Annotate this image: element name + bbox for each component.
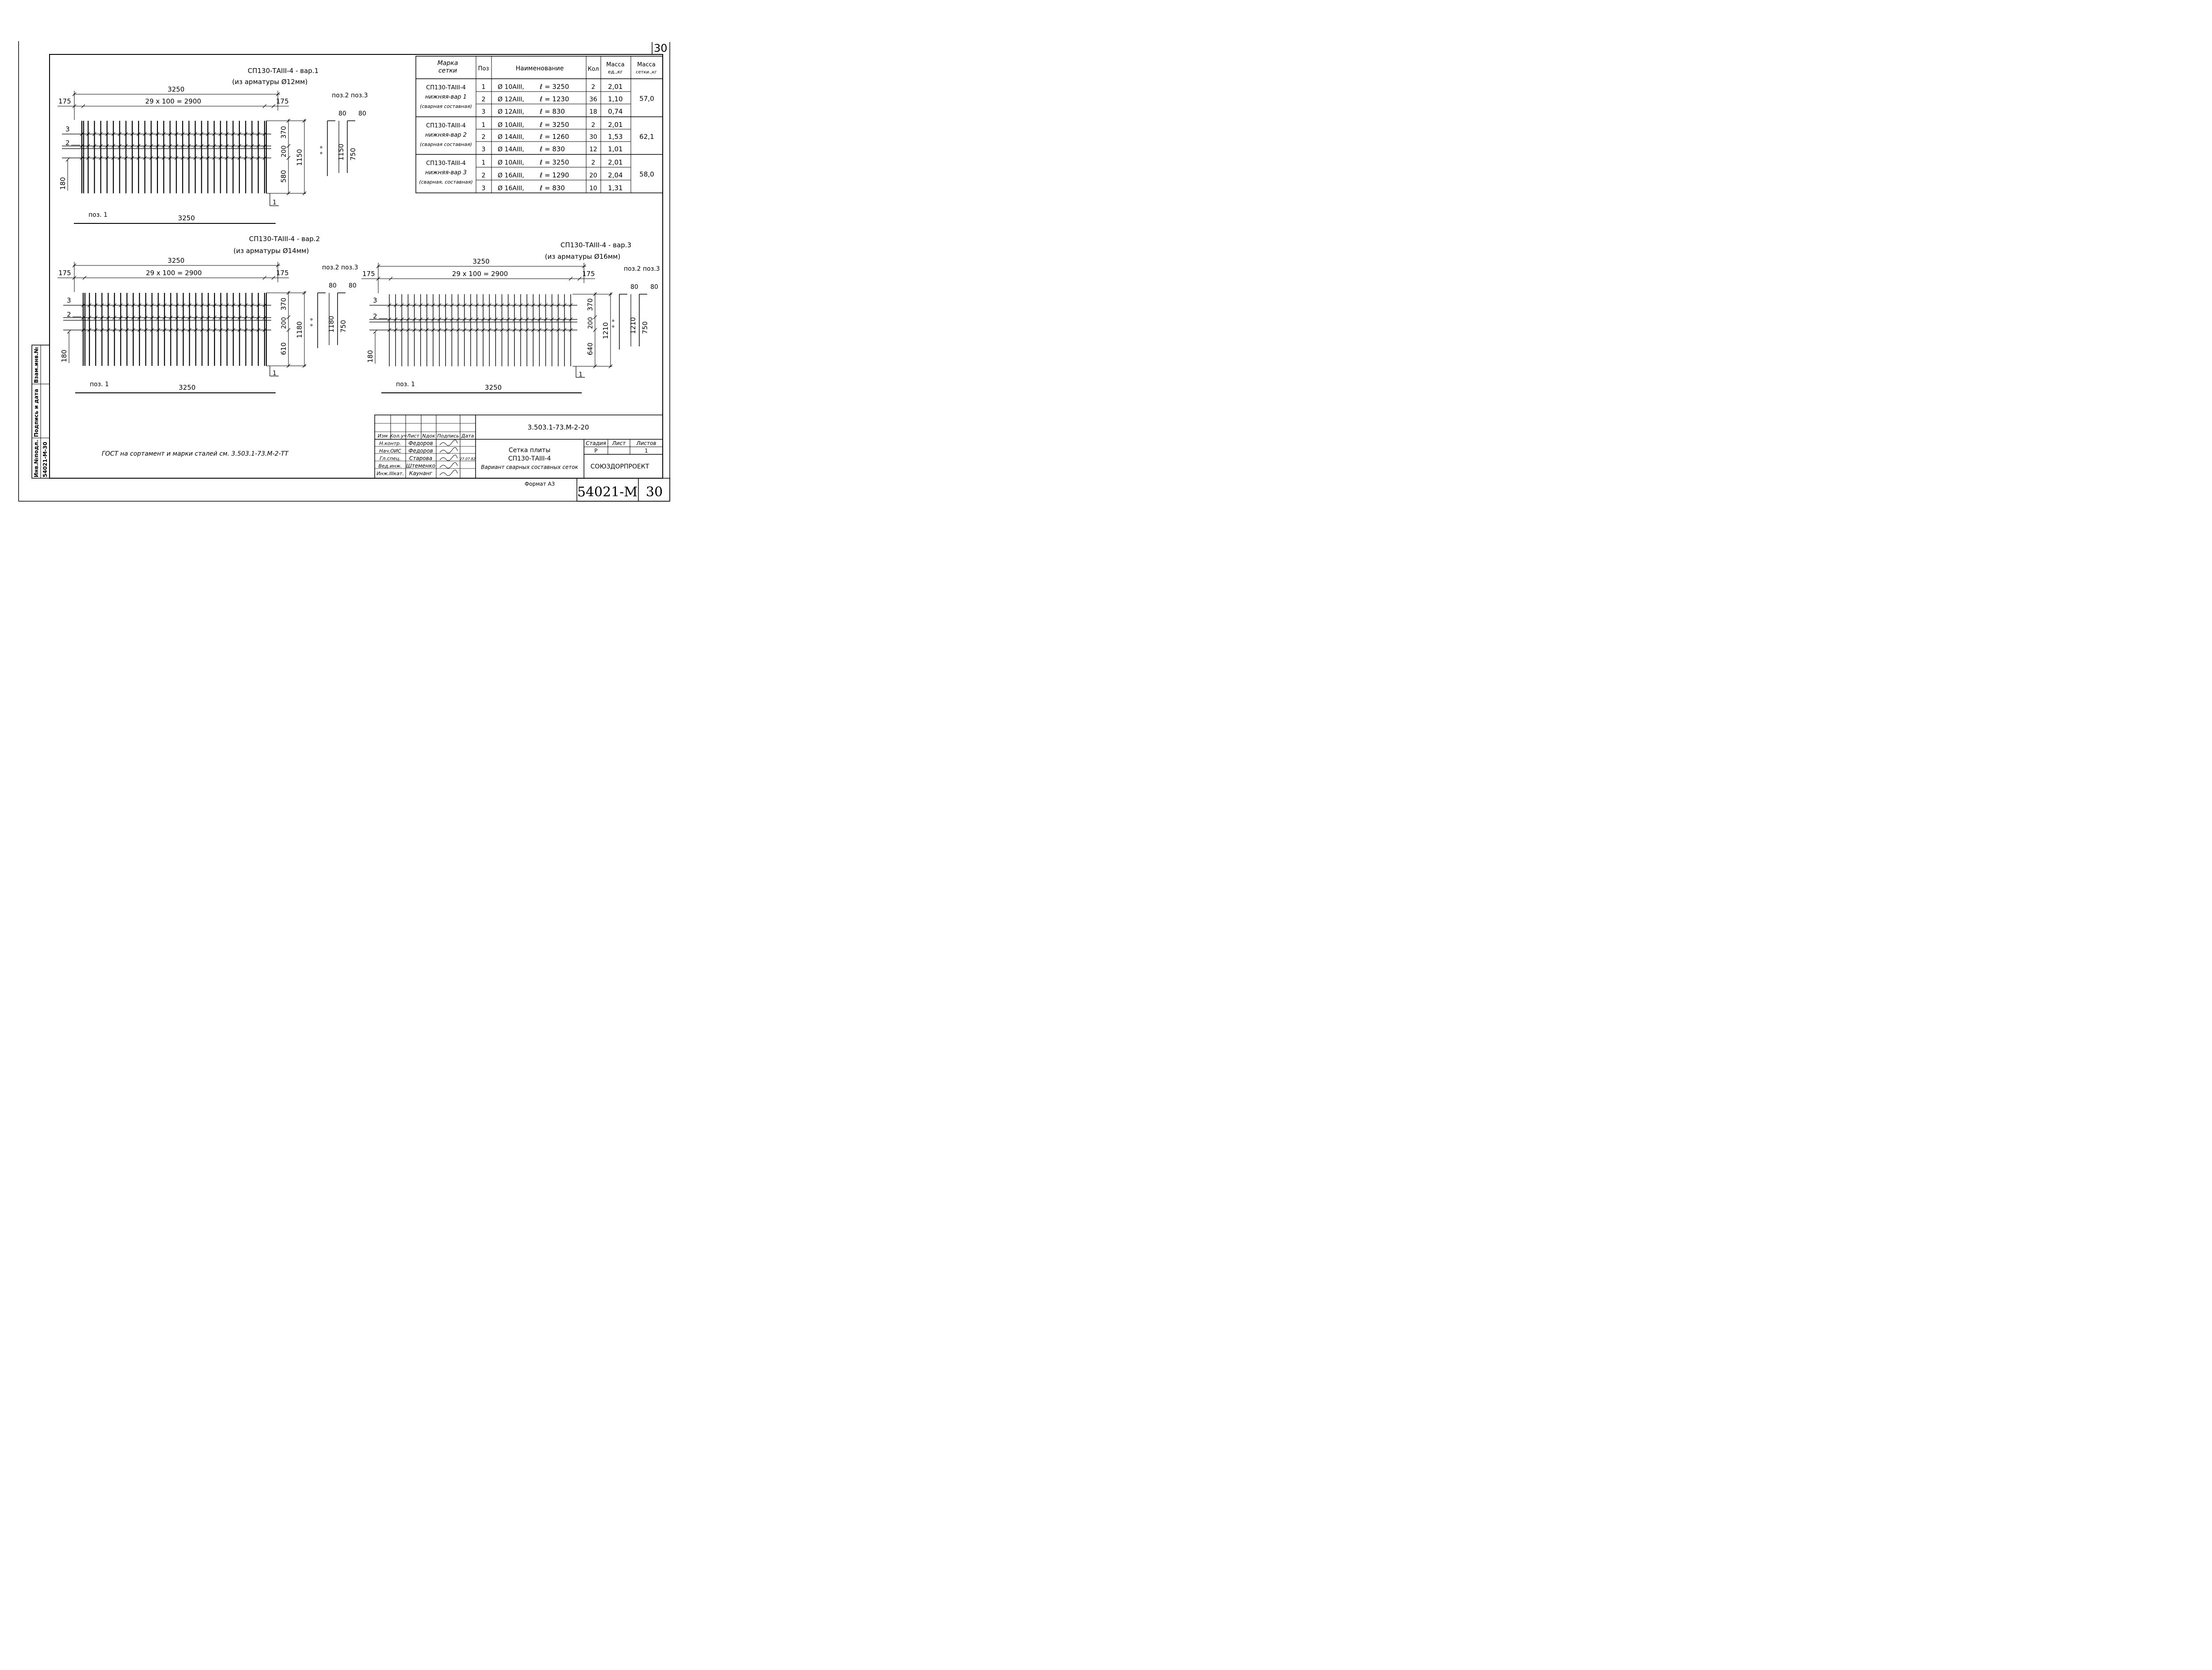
spec-length: ℓ = 3250 xyxy=(540,83,569,91)
spec-length: ℓ = 830 xyxy=(540,107,565,115)
title-block-role: Нач.ОИС xyxy=(379,448,401,454)
position-mark-1: 1 xyxy=(273,370,276,377)
title-block-col-header: Дата xyxy=(461,433,474,439)
pos2-weld-mark xyxy=(311,324,312,326)
dim-200: 200 xyxy=(280,145,288,157)
title-block-role: Гл.спец. xyxy=(380,456,401,461)
spec-row xyxy=(482,171,623,179)
spec-length: ℓ = 3250 xyxy=(540,121,569,129)
spec-row xyxy=(482,83,623,91)
position-mark-1: 1 xyxy=(273,199,276,206)
org-name: СОЮЗДОРПРОЕКТ xyxy=(590,463,649,470)
position-mark-3: 3 xyxy=(67,296,71,304)
spec-length: ℓ = 1230 xyxy=(540,95,569,103)
dim-left-offset: 175 xyxy=(362,270,375,278)
spec-group-3 xyxy=(419,158,654,192)
dim-200: 200 xyxy=(280,317,288,329)
spec-qty: 12 xyxy=(589,146,597,153)
spec-name: Ø 16АIII, xyxy=(498,185,524,192)
spec-qty: 2 xyxy=(591,122,595,129)
dim-spacing: 29 x 100 = 2900 xyxy=(452,270,508,278)
spec-pos: 1 xyxy=(481,84,486,91)
mesh-subtitle: (из арматуры Ø14мм) xyxy=(233,247,309,255)
mesh-title: СП130-ТАIII-4 - вар.2 xyxy=(249,235,320,243)
spec-name: Ø 14АIII, xyxy=(498,134,524,141)
spec-row xyxy=(482,95,623,103)
spec-qty: 2 xyxy=(591,159,595,166)
title-block-name: Каунанг xyxy=(409,470,433,476)
dim-total-top: 3250 xyxy=(167,85,185,93)
title-block-name: Федоров xyxy=(408,440,433,446)
pos2-length: 1210 xyxy=(629,317,637,334)
dim-height: 1210 xyxy=(602,322,610,339)
bottom-stamp xyxy=(525,478,670,501)
dim-370: 370 xyxy=(280,126,288,139)
spec-row xyxy=(482,184,623,192)
pos3-width: 80 xyxy=(650,284,658,291)
pos2-pos3-label: поз.2 поз.3 xyxy=(332,92,368,99)
title-block-role: Вед.инж. xyxy=(378,463,402,469)
spec-mass: 1,31 xyxy=(608,184,623,192)
spec-name: Ø 10АIII, xyxy=(498,122,524,129)
spec-mark-line: (сварная составная) xyxy=(420,104,472,109)
spec-mark-line: СП130-ТАIII-4 xyxy=(426,123,466,129)
dim-bottom: 610 xyxy=(280,342,288,355)
stage-header: Стадия xyxy=(585,440,607,446)
title-block-col-header: Лист xyxy=(407,433,419,439)
side-stamp-inv-label: Инв.№подл. xyxy=(33,440,39,477)
pos3-length: 750 xyxy=(641,321,649,334)
spec-mass: 2,01 xyxy=(608,121,623,129)
spec-pos: 1 xyxy=(481,159,486,166)
mesh-subtitle: (из арматуры Ø16мм) xyxy=(545,253,621,261)
dim-right-offset: 175 xyxy=(582,270,595,278)
spec-mass: 1,53 xyxy=(608,133,623,141)
title-block-col-header: Кол.уч xyxy=(389,433,407,439)
spec-mark-line: (сварная, составная) xyxy=(419,179,473,185)
spec-mark-line: нижняя-вар 1 xyxy=(425,94,467,100)
pos2-length: 1180 xyxy=(327,315,335,333)
pos2-pos3-label: поз.2 поз.3 xyxy=(624,265,660,273)
dim-right-offset: 175 xyxy=(276,269,289,277)
spec-qty: 30 xyxy=(589,134,597,141)
dim-bottom: 580 xyxy=(280,170,288,183)
spec-row xyxy=(482,121,623,129)
signature xyxy=(440,455,457,461)
spec-qty: 20 xyxy=(589,172,597,179)
pos2-length: 1150 xyxy=(337,143,345,161)
spec-row xyxy=(482,145,623,153)
spec-mass-total: 57,0 xyxy=(639,95,654,103)
dim-height: 1150 xyxy=(296,149,303,166)
spec-qty: 10 xyxy=(589,185,597,192)
spec-length: ℓ = 830 xyxy=(540,145,565,153)
pos3-length: 750 xyxy=(339,320,347,333)
pos1-label: поз. 1 xyxy=(88,211,108,219)
position-mark-2: 2 xyxy=(65,139,70,147)
spec-header-mass-total: Масса сетки.,кг xyxy=(636,61,657,75)
dim-left-offset: 175 xyxy=(58,97,71,105)
spec-pos: 3 xyxy=(481,146,486,153)
pos2-weld-mark xyxy=(320,146,322,148)
stage-value: Р xyxy=(594,448,598,454)
spec-header-qty: Кол xyxy=(588,66,599,73)
spec-length: ℓ = 1260 xyxy=(540,133,569,141)
mesh-title: СП130-ТАIII-4 - вар.3 xyxy=(560,241,632,249)
dim-pos1-length: 3250 xyxy=(178,214,195,222)
side-stamp-sig-label: Подпись и дата xyxy=(33,389,39,437)
spec-header-name: Наименование xyxy=(515,65,564,72)
side-stamp-inv-value: 54021-М-30 xyxy=(42,441,48,477)
dim-200: 200 xyxy=(587,317,594,329)
spec-name: Ø 10АIII, xyxy=(498,84,524,91)
format-label: Формат А3 xyxy=(524,481,555,487)
pos3-width: 80 xyxy=(358,110,366,117)
position-mark-1: 1 xyxy=(579,371,583,378)
pos2-pos3-label: поз.2 поз.3 xyxy=(322,264,358,271)
spec-table xyxy=(416,56,663,193)
dim-pos1-length: 3250 xyxy=(178,384,196,392)
dim-height: 1180 xyxy=(296,321,303,338)
mesh-drawings xyxy=(58,67,660,393)
pos3-width: 80 xyxy=(349,282,357,289)
doc-title-line2: СП130-ТАIII-4 xyxy=(508,455,551,462)
gost-note: ГОСТ на сортамент и марки сталей см. 3.503.1-73.М-2-ТТ xyxy=(102,450,288,457)
spec-mass: 1,10 xyxy=(608,95,623,103)
signature xyxy=(440,440,457,445)
spec-mass-total: 62,1 xyxy=(639,133,654,141)
spec-pos: 3 xyxy=(481,108,486,115)
spec-length: ℓ = 3250 xyxy=(540,158,569,166)
dim-370: 370 xyxy=(280,297,288,311)
spec-pos: 2 xyxy=(481,134,486,141)
spec-pos: 1 xyxy=(481,122,486,129)
pos2-width: 80 xyxy=(630,284,638,291)
dim-total-top: 3250 xyxy=(472,257,490,265)
pos2-weld-mark xyxy=(320,152,322,154)
sheets-value: 1 xyxy=(645,448,648,454)
title-block-name: Штеменко xyxy=(406,463,436,469)
stamp-sheet: 30 xyxy=(645,484,663,500)
mesh-subtitle: (из арматуры Ø12мм) xyxy=(232,78,308,86)
corner-sheet-number: 30 xyxy=(654,42,668,54)
spec-mass: 2,01 xyxy=(608,158,623,166)
mesh-drawing-var2 xyxy=(58,235,358,393)
pos1-label: поз. 1 xyxy=(396,381,415,388)
spec-name: Ø 14АIII, xyxy=(498,146,524,153)
spec-group-2 xyxy=(420,121,654,153)
dim-180: 180 xyxy=(366,350,374,363)
title-block-role: Инж.IIIкат. xyxy=(376,471,404,476)
spec-qty: 36 xyxy=(589,96,597,103)
spec-mark-line: (сварная составная) xyxy=(420,142,472,147)
pos2-width: 80 xyxy=(338,110,346,117)
title-block-name: Старова xyxy=(409,455,433,461)
spec-mark-line: СП130-ТАIII-4 xyxy=(426,84,466,91)
title-block-col-header: Изм xyxy=(377,433,388,439)
spec-qty: 2 xyxy=(591,84,595,91)
spec-header-mark: Марка сетки xyxy=(437,60,458,74)
doc-code: 3.503.1-73.М-2-20 xyxy=(527,423,589,431)
spec-name: Ø 12АIII, xyxy=(498,108,524,115)
dim-total-top: 3250 xyxy=(167,257,185,265)
spec-mass: 1,01 xyxy=(608,145,623,153)
spec-length: ℓ = 830 xyxy=(540,184,565,192)
title-block-grid xyxy=(375,415,476,478)
position-mark-2: 2 xyxy=(373,312,377,320)
title-block-role: Н.контр. xyxy=(379,441,401,446)
spec-pos: 2 xyxy=(481,172,486,179)
spec-qty: 18 xyxy=(589,108,597,115)
spec-name: Ø 10АIII, xyxy=(498,159,524,166)
pos2-weld-mark xyxy=(612,320,614,322)
spec-name: Ø 12АIII, xyxy=(498,96,524,103)
side-stamp-vzam-label: Взам.инв.№ xyxy=(33,347,39,383)
stamp-number: 54021-М xyxy=(577,484,638,500)
mesh-title: СП130-ТАIII-4 - вар.1 xyxy=(247,67,319,75)
spec-name: Ø 16АIII, xyxy=(498,172,524,179)
spec-length: ℓ = 1290 xyxy=(540,171,569,179)
spec-mark-line: СП130-ТАIII-4 xyxy=(426,160,466,167)
sheets-header: Листов xyxy=(636,440,657,446)
spec-mass-total: 58,0 xyxy=(639,170,654,178)
dim-spacing: 29 x 100 = 2900 xyxy=(146,269,202,277)
mesh-drawing-var1 xyxy=(58,67,368,223)
doc-title-line3: Вариант сварных составных сеток xyxy=(481,464,578,470)
doc-title-line1: Сетка плиты xyxy=(508,447,551,454)
side-stamp xyxy=(32,345,50,478)
pos2-weld-mark xyxy=(612,326,614,327)
dim-left-offset: 175 xyxy=(58,269,71,277)
spec-mass: 2,04 xyxy=(608,171,623,179)
pos3-length: 750 xyxy=(349,148,357,161)
signature xyxy=(440,470,457,476)
spec-pos: 3 xyxy=(481,185,486,192)
position-mark-3: 3 xyxy=(65,125,70,133)
drawing-sheet xyxy=(0,0,688,517)
spec-row xyxy=(482,158,623,166)
spec-header-pos: Поз xyxy=(478,65,489,72)
dim-370: 370 xyxy=(586,298,594,311)
dim-bottom: 640 xyxy=(586,342,594,355)
signature xyxy=(440,462,457,468)
position-mark-3: 3 xyxy=(373,296,377,304)
dim-pos1-length: 3250 xyxy=(484,384,502,392)
spec-row xyxy=(482,133,623,141)
signature xyxy=(440,447,457,453)
title-block xyxy=(375,415,663,478)
sheet-header: Лист xyxy=(612,440,626,446)
spec-mark-line: нижняя-вар 3 xyxy=(425,169,467,176)
position-mark-2: 2 xyxy=(67,311,71,319)
pos2-width: 80 xyxy=(329,282,337,289)
spec-mass: 2,01 xyxy=(608,83,623,91)
dim-spacing: 29 x 100 = 2900 xyxy=(145,97,201,105)
dim-180: 180 xyxy=(59,177,67,190)
pos2-weld-mark xyxy=(311,319,312,320)
dim-right-offset: 175 xyxy=(276,97,289,105)
mesh-drawing-var3 xyxy=(361,241,660,393)
spec-row xyxy=(482,107,623,115)
title-block-name: Федоров xyxy=(408,448,433,454)
pos1-label: поз. 1 xyxy=(90,381,109,388)
spec-mass: 0,74 xyxy=(608,107,623,115)
title-block-date: 27.07.82 xyxy=(460,457,476,461)
spec-pos: 2 xyxy=(481,96,486,103)
spec-header-mass-unit: Масса ед.,кг xyxy=(606,61,625,75)
spec-group-1 xyxy=(420,83,654,115)
dim-180: 180 xyxy=(60,349,68,362)
spec-rows xyxy=(419,83,654,192)
title-block-col-header: Nдок xyxy=(422,433,435,439)
spec-mark-line: нижняя-вар 2 xyxy=(425,132,467,138)
title-block-col-header: Подпись xyxy=(437,433,459,439)
